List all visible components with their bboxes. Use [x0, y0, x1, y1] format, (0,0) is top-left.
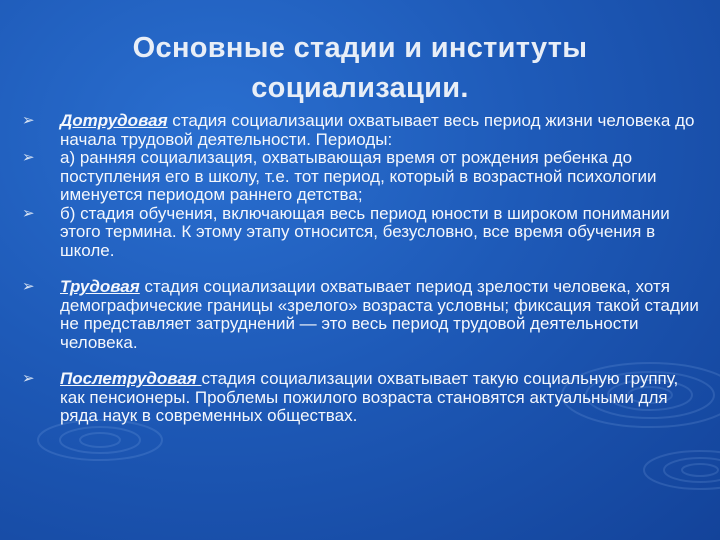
stage-term: Трудовая: [60, 277, 140, 296]
title-line-1: Основные стадии и институты: [132, 32, 588, 64]
stage-term: Дотрудовая: [60, 111, 168, 130]
slide-title: [80, 28, 640, 108]
arrow-bullet-icon: ➢: [22, 204, 35, 222]
arrow-bullet-icon: ➢: [22, 370, 35, 387]
item-text: стадия социализации охватывает такую социальную группу, как пенсионеры. Проблемы пожилого возраста становятся актуальными для ряда наук в современных обществах.: [60, 369, 679, 425]
arrow-bullet-icon: ➢: [22, 149, 35, 166]
bullet-item: [22, 205, 702, 261]
slide-body: [22, 112, 702, 426]
item-text: б) стадия обучения, включающая весь период юности в широком понимании этого термина. К этому этапу относится, безусловно, все время обучения в школе.: [60, 203, 670, 260]
stage-term: Послетрудовая: [60, 369, 202, 388]
arrow-bullet-icon: ➢: [22, 278, 35, 295]
paragraph-labor: [22, 278, 702, 352]
paragraph-post-labor: [22, 370, 702, 426]
title-line-2: социализации.: [251, 72, 469, 104]
paragraph-pre-labor: [22, 112, 702, 260]
bullet-item: [22, 370, 702, 426]
arrow-bullet-icon: ➢: [22, 112, 35, 129]
bullet-item: [22, 278, 702, 352]
item-text: стадия социализации охватывает период зрелости человека, хотя демографические границы «зрелого» возраста условны; фиксация такой стадии не представляет затруднений — это весь период трудовой деятельности человека.: [60, 277, 699, 352]
item-text: а) ранняя социализация, охватывающая время от рождения ребенка до поступления его в школу, т.е. тот период, который в возрастной психологии именуется периодом раннего детства;: [60, 148, 657, 204]
item-text: стадия социализации охватывает весь период жизни человека до начала трудовой деятельности. Периоды:: [60, 111, 695, 149]
bullet-item: [22, 149, 702, 205]
bullet-item: [22, 112, 702, 149]
